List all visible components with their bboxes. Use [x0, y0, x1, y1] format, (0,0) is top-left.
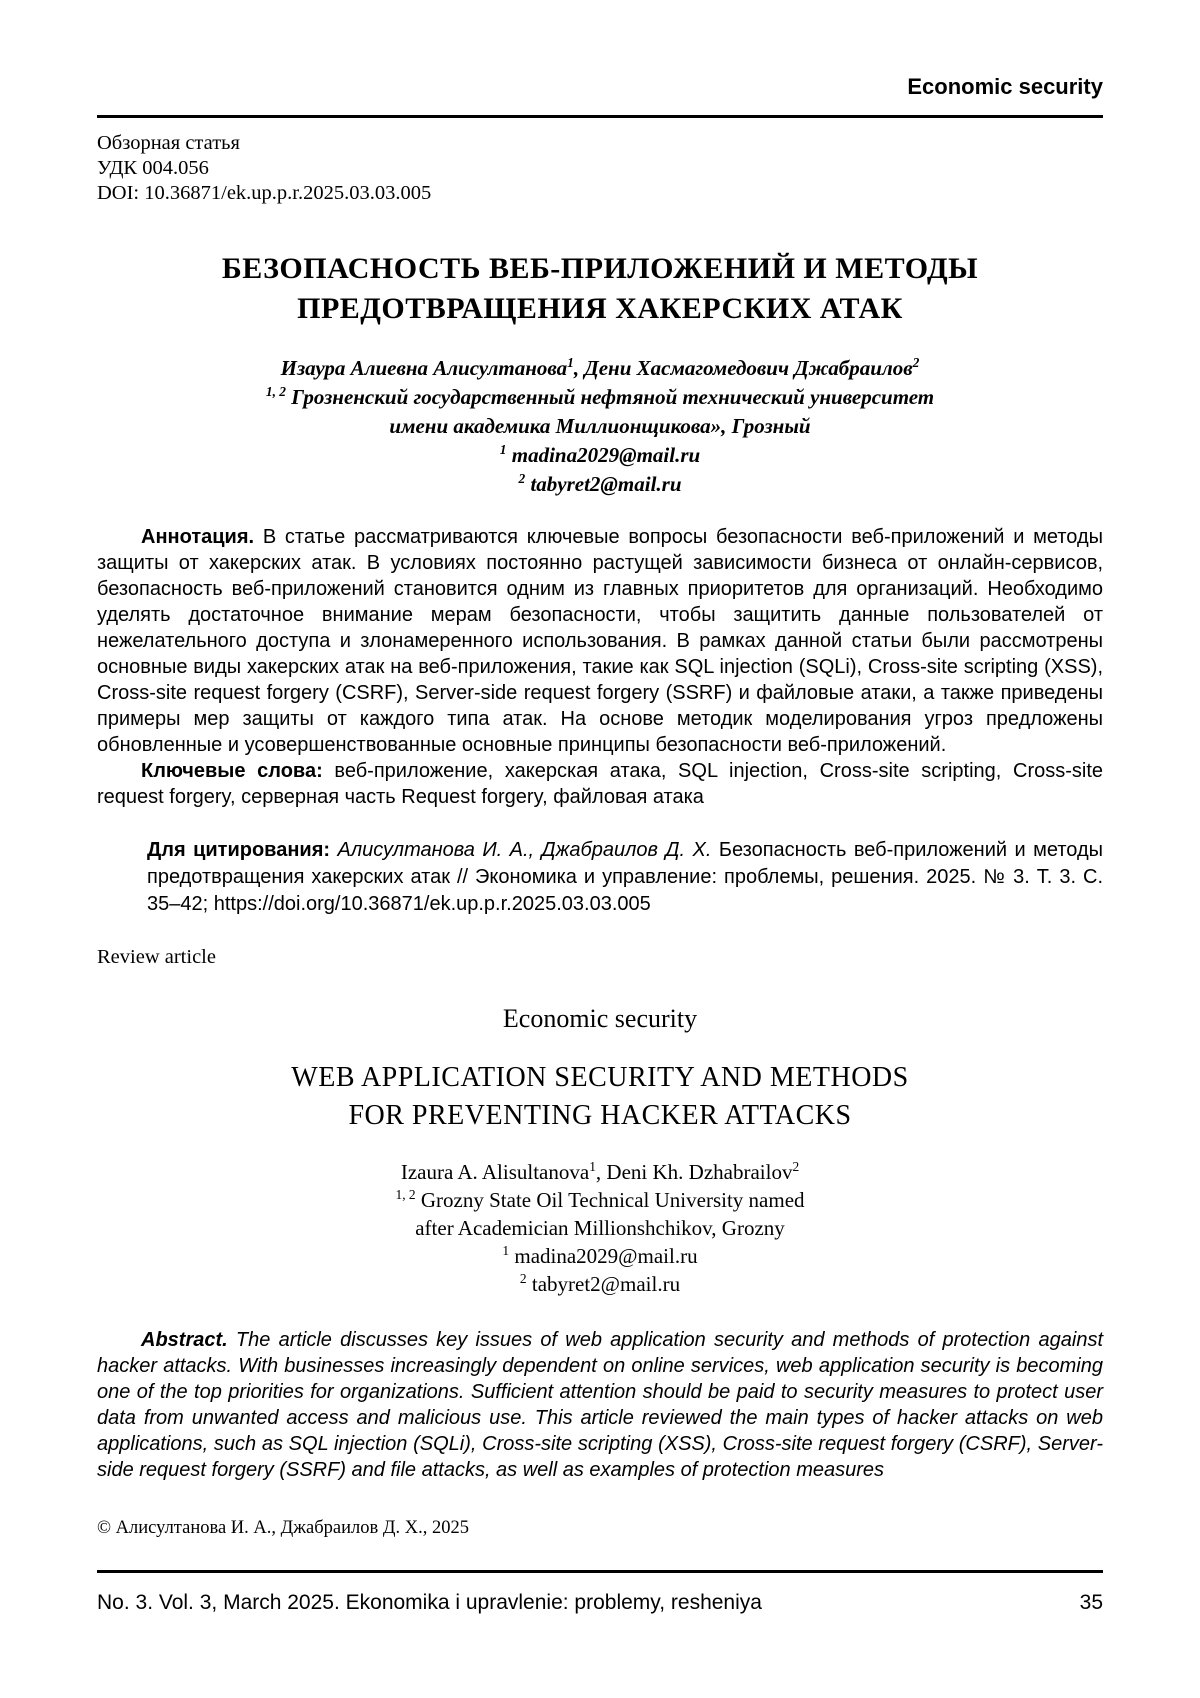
- email-ru-2: $^2$ tabyret2@mail.ru: [518, 471, 682, 496]
- authors-ru-names: Изаура Алиевна Алисултанова$^1$, Дени Хасмагомедович Джабраилов$^2$: [280, 355, 920, 380]
- citation-ru: Для цитирования: Алисултанова И. А., Джабраилов Д. Х. Безопасность веб-приложений и методы предотвращения хакерских атак // Экономика и управление: проблемы, решения. 2025. № 3. Т. 3. С. 35–42; https://doi.org/10.36871/ek.up.p.r.2025.03.03.005: [147, 839, 1104, 915]
- article-title-en-line2: FOR PREVENTING HACKER ATTACKS: [348, 1100, 852, 1131]
- udc-number: УДК 004.056: [97, 157, 209, 179]
- copyright-line: © Алисултанова И. А., Джабраилов Д. Х., 2025: [97, 1518, 469, 1538]
- article-title-en: [97, 1059, 1103, 1135]
- affiliation-en-line1: $^{1, 2}$ Grozny State Oil Technical University named: [395, 1187, 805, 1212]
- section-title-en: Economic security: [502, 1004, 698, 1033]
- running-head-label: Economic security: [907, 74, 1103, 99]
- article-type-label: Обзорная статья: [97, 132, 240, 154]
- page-number: 35: [1079, 1591, 1103, 1614]
- affiliation-en-line2: after Academician Millionshchikov, Grozny: [415, 1216, 785, 1240]
- footer-journal-info: No. 3. Vol. 3, March 2025. Ekonomika i upravlenie: problemy, resheniya: [97, 1591, 762, 1614]
- doi-number: DOI: 10.36871/ek.up.p.r.2025.03.03.005: [97, 182, 432, 204]
- authors-block-ru: [97, 354, 1103, 499]
- footer-rule: [97, 1570, 1103, 1573]
- email-ru-1: $^1$ madina2029@mail.ru: [499, 442, 701, 467]
- abstract-en: Abstract. The article discusses key issues of web application security and methods of protection against hacker attacks. With businesses increasingly dependent on online services, web application security is becoming one of the top priorities for organizations. Sufficient attention should be paid to security measures to protect user data from unwanted access and malicious use. This article reviewed the main types of hacker attacks on web applications, such as SQL injection (SQLi), Cross-site scripting (XSS), Cross-site request forgery (CSRF), Server-side request forgery (SSRF) and file attacks, as well as examples of protection measures: [97, 1329, 1104, 1481]
- header-rule: [97, 115, 1103, 118]
- article-meta: [97, 131, 1103, 206]
- email-en-2: $^2$ tabyret2@mail.ru: [519, 1271, 681, 1296]
- affiliation-ru-line1: $^{1, 2}$ Грозненский государственный нефтяной технический университет: [265, 384, 935, 409]
- review-article-label: Review article: [97, 946, 216, 968]
- abstract-ru: Аннотация. В статье рассматриваются ключевые вопросы безопасности веб-приложений и методы защиты от хакерских атак. В условиях постоянно растущей зависимости бизнеса от онлайн-сервисов, безопасность веб-приложений становится одним из главных приоритетов для организаций. Необходимо уделять достаточное внимание мерам безопасности, чтобы защитить данные пользователей от нежелательного доступа и злонамеренного использования. В рамках данной статьи были рассмотрены основные виды хакерских атак на веб-приложения, такие как SQL injection (SQLi), Cross-site scripting (XSS), Cross-site request forgery (CSRF), Server-side request forgery (SSRF) и файловые атаки, а также приведены примеры мер защиты от каждого типа атак. На основе методик моделирования угроз предложены обновленные и усовершенствованные основные принципы безопасности веб-приложений.: [97, 526, 1103, 756]
- article-title-en-line1: WEB APPLICATION SECURITY AND METHODS: [291, 1062, 909, 1093]
- email-en-1: $^1$ madina2029@mail.ru: [502, 1243, 698, 1268]
- running-head: [97, 74, 1103, 100]
- authors-block-en: [97, 1158, 1103, 1298]
- keywords-ru: Ключевые слова: веб-приложение, хакерская атака, SQL injection, Cross-site scripting, Cross-site request forgery, серверная часть Request forgery, файловая атака: [97, 760, 1104, 808]
- page-footer: [97, 1591, 1103, 1615]
- article-title-ru-line2: ПРЕДОТВРАЩЕНИЯ ХАКЕРСКИХ АТАК: [297, 292, 903, 325]
- authors-en-names: Izaura A. Alisultanova$^1$, Deni Kh. Dzhabrailov$^2$: [400, 1159, 800, 1184]
- affiliation-ru-line2: имени академика Миллионщикова», Грозный: [389, 414, 811, 438]
- article-title-ru-line1: БЕЗОПАСНОСТЬ ВЕБ-ПРИЛОЖЕНИЙ И МЕТОДЫ: [221, 252, 979, 285]
- article-title-ru: [97, 249, 1103, 329]
